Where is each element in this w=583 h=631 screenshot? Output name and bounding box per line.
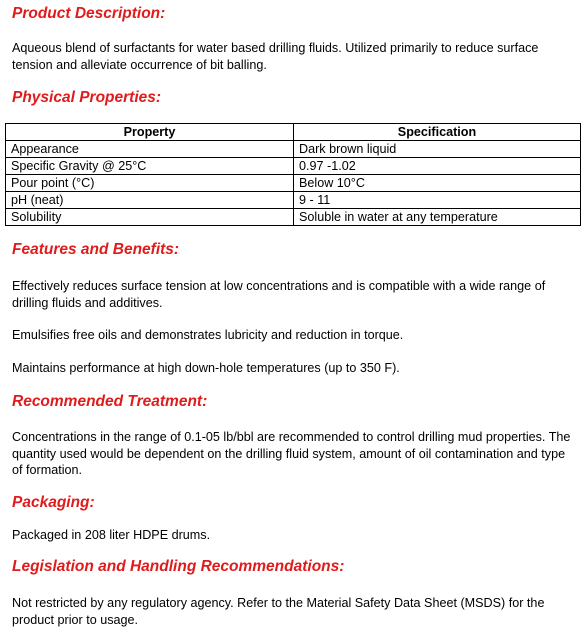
property-cell: Solubility [6, 209, 294, 226]
property-cell: Appearance [6, 141, 294, 158]
features-paragraph: Effectively reduces surface tension at low concentrations and is compatible with a wide range of drilling fluids and additives. [12, 279, 546, 310]
specification-cell: 0.97 -1.02 [294, 158, 581, 175]
table-row [6, 209, 581, 226]
product-description-text: Aqueous blend of surfactants for water based drilling fluids. Utilized primarily to reduce surface tension and alleviate occurrence of bit balling. [12, 41, 539, 72]
table-row [6, 175, 581, 192]
physical-properties-table [5, 123, 581, 226]
legislation-text: Not restricted by any regulatory agency. Refer to the Material Safety Data Sheet (MSDS) for the product prior to usage. [12, 596, 545, 627]
legislation-heading: Legislation and Handling Recommendations: [12, 558, 345, 575]
specification-cell: Soluble in water at any temperature [294, 209, 581, 226]
packaging-text: Packaged in 208 liter HDPE drums. [12, 528, 211, 542]
column-header-specification: Specification [294, 124, 581, 141]
product-description-heading: Product Description: [12, 5, 166, 22]
features-benefits-heading: Features and Benefits: [12, 241, 180, 258]
property-cell: Pour point (°C) [6, 175, 294, 192]
packaging-heading: Packaging: [12, 494, 95, 511]
recommended-treatment-heading: Recommended Treatment: [12, 393, 208, 410]
recommended-treatment-text: Concentrations in the range of 0.1-05 lb/bbl are recommended to control drilling mud properties. The quantity used would be dependent on the drilling fluid system, amount of oil contamination and type of formation. [12, 430, 571, 477]
property-cell: pH (neat) [6, 192, 294, 209]
physical-properties-heading: Physical Properties: [12, 89, 162, 106]
specification-cell: Dark brown liquid [294, 141, 581, 158]
specification-cell: 9 - 11 [294, 192, 581, 209]
specification-cell: Below 10°C [294, 175, 581, 192]
table-row [6, 141, 581, 158]
table-row [6, 158, 581, 175]
property-cell: Specific Gravity @ 25°C [6, 158, 294, 175]
table-header-row [6, 124, 581, 141]
table-row [6, 192, 581, 209]
features-paragraph: Maintains performance at high down-hole temperatures (up to 350 F). [12, 361, 400, 375]
features-paragraph: Emulsifies free oils and demonstrates lubricity and reduction in torque. [12, 328, 404, 342]
column-header-property: Property [6, 124, 294, 141]
